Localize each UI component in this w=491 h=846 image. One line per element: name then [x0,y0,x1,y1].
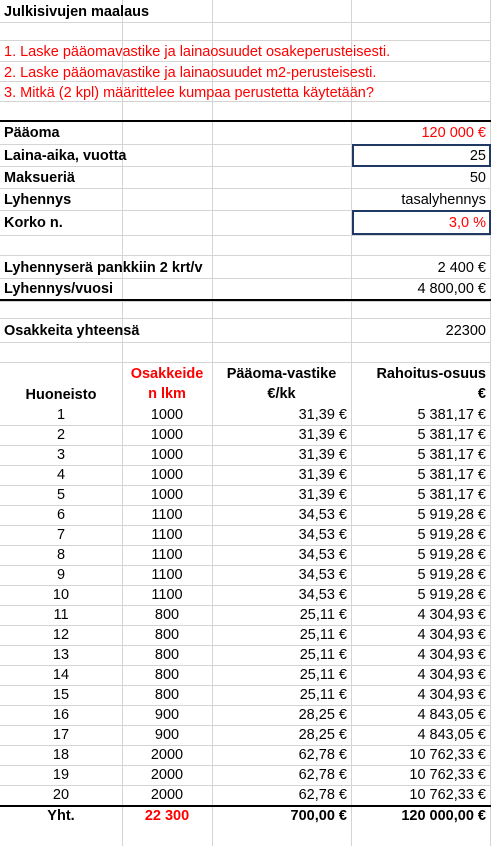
cell-osakkeiden-lkm[interactable]: 1100 [151,587,183,603]
cell-huoneisto[interactable]: 6 [56,507,66,523]
cell-osakkeiden-lkm[interactable]: 900 [154,707,180,723]
sheet-title[interactable]: Julkisivujen maalaus [4,4,150,20]
cell-rahoitus-osuus[interactable]: 10 762,33 € [409,767,486,783]
cell-rahoitus-osuus[interactable]: 4 304,93 € [417,687,486,703]
totals-vastike[interactable]: 700,00 € [290,808,347,824]
table-row [0,585,491,605]
table-row [0,445,491,465]
korko-label[interactable]: Korko n. [4,215,63,231]
totals-lkm[interactable]: 22 300 [144,808,190,824]
cell-rahoitus-osuus[interactable]: 5 919,28 € [417,547,486,563]
table-row [0,725,491,745]
cell-vastike[interactable]: 34,53 € [298,527,347,543]
lyhennysera-label[interactable]: Lyhennyserä pankkiin 2 krt/v [4,260,203,276]
header-huoneisto[interactable]: Huoneisto [25,387,97,403]
cell-huoneisto[interactable]: 1 [56,407,66,423]
lyhennys-vuosi-label[interactable]: Lyhennys/vuosi [4,281,114,297]
cell-rahoitus-osuus[interactable]: 5 919,28 € [417,567,486,583]
paaoma-label[interactable]: Pääoma [4,125,60,141]
cell-vastike[interactable]: 25,11 € [299,627,347,643]
cell-huoneisto[interactable]: 19 [52,767,70,783]
cell-rahoitus-osuus[interactable]: 5 381,17 € [417,427,486,443]
cell-rahoitus-osuus[interactable]: 5 919,28 € [417,527,486,543]
header-rahoitus-line1[interactable]: Rahoitus-osuus [376,366,486,382]
cell-vastike[interactable]: 31,39 € [298,427,347,443]
cell-huoneisto[interactable]: 4 [56,467,66,483]
paaoma-value[interactable]: 120 000 € [421,125,486,141]
cell-vastike[interactable]: 34,53 € [298,587,347,603]
table-row [0,405,491,425]
cell-vastike[interactable]: 25,11 € [299,647,347,663]
cell-huoneisto[interactable]: 3 [56,447,66,463]
osakkeita-label[interactable]: Osakkeita yhteensä [4,323,140,339]
header-vastike-line1[interactable]: Pääoma-vastike [226,366,337,382]
cell-vastike[interactable]: 34,53 € [298,547,347,563]
cell-osakkeiden-lkm[interactable]: 1000 [150,467,184,483]
cell-osakkeiden-lkm[interactable]: 1000 [150,487,184,503]
cell-osakkeiden-lkm[interactable]: 1000 [150,447,184,463]
cell-rahoitus-osuus[interactable]: 5 381,17 € [417,447,486,463]
table-row [0,525,491,545]
cell-rahoitus-osuus[interactable]: 4 304,93 € [417,607,486,623]
table-row [0,465,491,485]
cell-huoneisto[interactable]: 10 [52,587,70,603]
korko-value[interactable]: 3,0 % [448,215,486,231]
cell-osakkeiden-lkm[interactable]: 800 [154,667,180,683]
cell-vastike[interactable]: 62,78 € [298,747,347,763]
cell-huoneisto[interactable]: 12 [52,627,70,643]
cell-huoneisto[interactable]: 5 [56,487,66,503]
cell-osakkeiden-lkm[interactable]: 800 [154,687,180,703]
cell-osakkeiden-lkm[interactable]: 800 [154,627,180,643]
cell-osakkeiden-lkm[interactable]: 2000 [150,787,184,803]
table-row [0,645,491,665]
cell-vastike[interactable]: 62,78 € [298,787,347,803]
table-row [0,625,491,645]
table-row [0,605,491,625]
header-osakkeiden-line2[interactable]: n lkm [148,386,186,402]
cell-huoneisto[interactable]: 16 [52,707,70,723]
cell-vastike[interactable]: 28,25 € [298,707,347,723]
totals-osuus[interactable]: 120 000,00 € [401,808,486,824]
cell-vastike[interactable]: 25,11 € [299,687,347,703]
laina-aika-label[interactable]: Laina-aika, vuotta [4,148,127,164]
cell-huoneisto[interactable]: 18 [52,747,70,763]
cell-huoneisto[interactable]: 13 [52,647,70,663]
cell-vastike[interactable]: 31,39 € [298,467,347,483]
cell-osakkeiden-lkm[interactable]: 1100 [151,507,183,523]
cell-vastike[interactable]: 31,39 € [298,447,347,463]
table-row [0,685,491,705]
cell-vastike[interactable]: 28,25 € [298,727,347,743]
cell-rahoitus-osuus[interactable]: 4 843,05 € [417,727,486,743]
cell-vastike[interactable]: 25,11 € [299,607,347,623]
lyhennys-vuosi-value[interactable]: 4 800,00 € [417,281,486,297]
cell-huoneisto[interactable]: 17 [52,727,70,743]
cell-rahoitus-osuus[interactable]: 5 381,17 € [417,467,486,483]
cell-rahoitus-osuus[interactable]: 4 304,93 € [417,647,486,663]
cell-osakkeiden-lkm[interactable]: 800 [154,607,180,623]
cell-huoneisto[interactable]: 20 [52,787,70,803]
cell-osakkeiden-lkm[interactable]: 1100 [151,527,183,543]
cell-osakkeiden-lkm[interactable]: 1000 [150,407,184,423]
cell-rahoitus-osuus[interactable]: 4 304,93 € [417,627,486,643]
table-row [0,485,491,505]
cell-osakkeiden-lkm[interactable]: 1100 [151,567,183,583]
table-row [0,745,491,765]
lyhennys-label[interactable]: Lyhennys [4,192,72,208]
task-1[interactable]: 1. Laske pääomavastike ja lainaosuudet osakeperusteisesti. [4,44,391,60]
cell-rahoitus-osuus[interactable]: 4 304,93 € [417,667,486,683]
table-row [0,425,491,445]
cell-osakkeiden-lkm[interactable]: 900 [154,727,180,743]
cell-osakkeiden-lkm[interactable]: 2000 [150,747,184,763]
osakkeita-value[interactable]: 22300 [445,323,486,339]
cell-huoneisto[interactable]: 11 [53,607,69,623]
cell-rahoitus-osuus[interactable]: 5 919,28 € [417,507,486,523]
cell-rahoitus-osuus[interactable]: 5 919,28 € [417,587,486,603]
task-3[interactable]: 3. Mitkä (2 kpl) määrittelee kumpaa perustetta käytetään? [4,85,374,101]
cell-rahoitus-osuus[interactable]: 5 381,17 € [417,487,486,503]
cell-vastike[interactable]: 62,78 € [298,767,347,783]
cell-huoneisto[interactable]: 2 [56,427,66,443]
totals-label[interactable]: Yht. [47,808,75,824]
laina-aika-value[interactable]: 25 [469,148,486,164]
table-row [0,765,491,785]
table-row [0,505,491,525]
cell-osakkeiden-lkm[interactable]: 1000 [150,427,184,443]
cell-huoneisto[interactable]: 8 [56,547,66,563]
table-row [0,785,491,805]
lyhennysera-value[interactable]: 2 400 € [437,260,486,276]
cell-osakkeiden-lkm[interactable]: 800 [154,647,180,663]
cell-vastike[interactable]: 25,11 € [299,667,347,683]
table-row [0,545,491,565]
cell-huoneisto[interactable]: 14 [52,667,70,683]
lyhennys-value[interactable]: tasalyhennys [401,192,486,208]
task-2[interactable]: 2. Laske pääomavastike ja lainaosuudet m2-perusteisesti. [4,65,377,81]
table-row [0,665,491,685]
cell-huoneisto[interactable]: 9 [56,567,66,583]
cell-vastike[interactable]: 34,53 € [298,567,347,583]
cell-osakkeiden-lkm[interactable]: 1100 [151,547,183,563]
header-rahoitus-line2[interactable]: € [477,386,486,402]
cell-rahoitus-osuus[interactable]: 4 843,05 € [417,707,486,723]
header-osakkeiden-line1[interactable]: Osakkeide [130,366,204,382]
cell-vastike[interactable]: 31,39 € [298,407,347,423]
header-vastike-line2[interactable]: €/kk [267,386,296,402]
section-border-bottom [0,299,491,301]
maksuerat-label[interactable]: Maksueriä [4,170,75,186]
maksuerat-value[interactable]: 50 [469,170,486,186]
cell-osakkeiden-lkm[interactable]: 2000 [150,767,184,783]
table-row [0,705,491,725]
cell-rahoitus-osuus[interactable]: 10 762,33 € [409,787,486,803]
cell-rahoitus-osuus[interactable]: 5 381,17 € [417,407,486,423]
cell-huoneisto[interactable]: 7 [56,527,66,543]
cell-vastike[interactable]: 31,39 € [298,487,347,503]
table-row [0,565,491,585]
cell-rahoitus-osuus[interactable]: 10 762,33 € [409,747,486,763]
section-border-top [0,120,491,122]
cell-vastike[interactable]: 34,53 € [298,507,347,523]
cell-huoneisto[interactable]: 15 [52,687,70,703]
